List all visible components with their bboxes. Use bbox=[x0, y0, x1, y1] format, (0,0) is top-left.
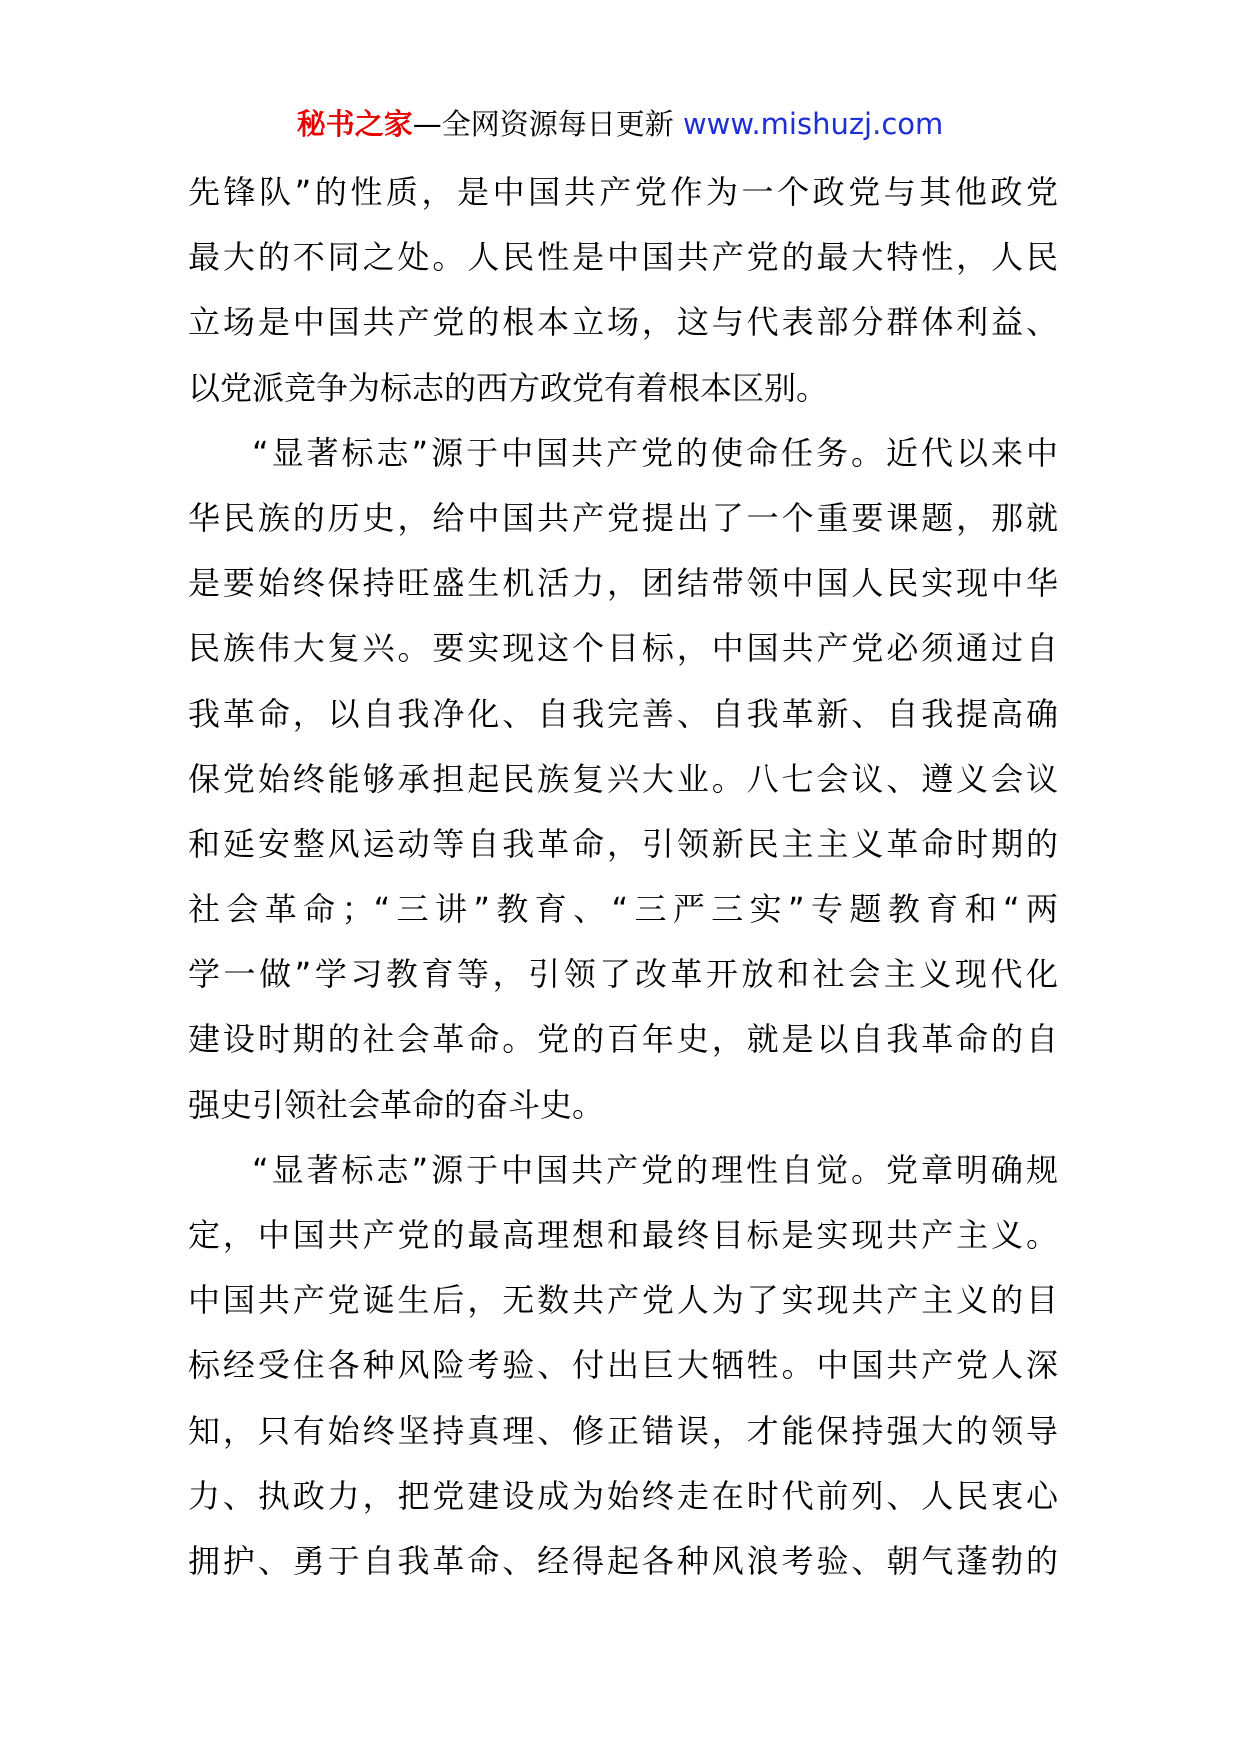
text-line: 学一做”学习教育等，引领了改革开放和社会主义现代化 bbox=[188, 955, 1058, 994]
text-line: 最大的不同之处。人民性是中国共产党的最大特性，人民 bbox=[188, 238, 1058, 277]
text-line: 保党始终能够承担起民族复兴大业。八七会议、遵义会议 bbox=[188, 759, 1058, 798]
text-line: 民族伟大复兴。要实现这个目标，中国共产党必须通过自 bbox=[188, 629, 1058, 668]
text-line: 以党派竞争为标志的西方政党有着根本区别。 bbox=[188, 368, 829, 407]
text-line: 是要始终保持旺盛生机活力，团结带领中国人民实现中华 bbox=[188, 564, 1058, 603]
text-line: 华民族的历史，给中国共产党提出了一个重要课题，那就 bbox=[188, 498, 1058, 537]
text-line: 定，中国共产党的最高理想和最终目标是实现共产主义。 bbox=[188, 1216, 1058, 1254]
header-url-link[interactable]: www.mishuzj.com bbox=[682, 107, 944, 141]
text-line: 先锋队”的性质，是中国共产党作为一个政党与其他政党 bbox=[188, 173, 1058, 211]
text-line: 力、执政力，把党建设成为始终走在时代前列、人民衷心 bbox=[188, 1476, 1058, 1515]
text-line: 中国共产党诞生后，无数共产党人为了实现共产主义的目 bbox=[188, 1281, 1058, 1320]
text-line: 和延安整风运动等自我革命，引领新民主主义革命时期的 bbox=[188, 824, 1058, 863]
text-line: 标经受住各种风险考验、付出巨大牺牲。中国共产党人深 bbox=[188, 1346, 1058, 1385]
header-tagline: —全网资源每日更新 bbox=[412, 107, 674, 141]
paragraph-start-line: “显著标志”源于中国共产党的理性自觉。党章明确规 bbox=[252, 1150, 1058, 1189]
document-body bbox=[188, 160, 1058, 1594]
paragraph-start-line: “显著标志”源于中国共产党的使命任务。近代以来中 bbox=[252, 433, 1058, 472]
text-line: 强史引领社会革命的奋斗史。 bbox=[188, 1085, 605, 1124]
page-header bbox=[0, 100, 1240, 148]
text-line: 社会革命；“三讲”教育、“三严三实”专题教育和“两 bbox=[188, 890, 1058, 929]
header-brand: 秘书之家 bbox=[296, 107, 413, 141]
text-line: 建设时期的社会革命。党的百年史，就是以自我革命的自 bbox=[188, 1020, 1058, 1059]
text-line: 知，只有始终坚持真理、修正错误，才能保持强大的领导 bbox=[188, 1411, 1058, 1450]
text-line: 立场是中国共产党的根本立场，这与代表部分群体利益、 bbox=[188, 303, 1058, 342]
text-line: 我革命，以自我净化、自我完善、自我革新、自我提高确 bbox=[188, 694, 1058, 733]
text-line: 拥护、勇于自我革命、经得起各种风浪考验、朝气蓬勃的 bbox=[188, 1541, 1058, 1580]
